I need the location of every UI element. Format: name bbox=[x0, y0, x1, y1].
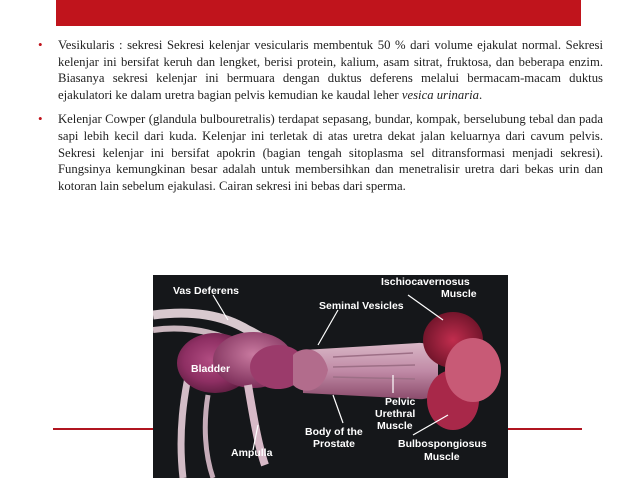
bulb-shape bbox=[445, 338, 501, 402]
label-ampulla: Ampulla bbox=[231, 447, 273, 459]
pointer-line bbox=[408, 295, 443, 320]
bullet-marker: • bbox=[38, 37, 43, 52]
pointer-line bbox=[333, 395, 343, 423]
label-pelvic: Pelvic bbox=[385, 396, 416, 408]
pointer-line bbox=[318, 310, 338, 345]
divider-left bbox=[53, 428, 153, 430]
vas-deferens-duct bbox=[205, 395, 213, 478]
bullet-cowper bbox=[38, 111, 603, 194]
label-body-of-the: Body of the bbox=[305, 426, 363, 438]
title-banner bbox=[56, 0, 581, 26]
label-bladder: Bladder bbox=[191, 363, 231, 375]
anatomy-figure bbox=[153, 275, 508, 478]
italic-term: vesica urinaria bbox=[401, 87, 480, 102]
label-urethral-muscle: Muscle bbox=[377, 420, 413, 432]
bullet-text: Vesikularis : sekresi Sekresi kelenjar vesicularis membentuk 50 % dari volume ejakulat normal. Sekresi kelenjar ini bersifat keruh dan lengket, berisi protein, kalium, asam sitrat, fruktosa, dan beberapa enzim. Biasanya sekresi kelenjar ini bermuara dengan duktus deferens melalui bermacam-macam duktus ejakulatori ke dalam uretra bagian pelvis kemudian ke kaudal leher vesica urinaria. bbox=[58, 38, 603, 102]
bullet-text: Kelenjar Cowper (glandula bulbouretralis) terdapat sepasang, bundar, kompak, berselubung tebal dan pada sapi lebih kecil dari kuda. Kelenjar ini terletak di atas uretra dekat jalan keluarnya dari cavum pelvis. Sekresi kelenjar ini bersifat apokrin (bagian tengah sitoplasma sel ditransformasi menjadi sekresi). Fungsinya kemungkinan besar adalah untuk membersihkan dan menetralisir uretra dari bekas urin dan kotoran lain sebelum ejakulasi. Cairan sekresi ini bebas dari sperma. bbox=[58, 112, 603, 193]
label-ischiocavernosus: Ischiocavernosus bbox=[381, 276, 470, 288]
bullet-marker: • bbox=[38, 111, 43, 127]
label-ischiocavernosus-muscle: Muscle bbox=[441, 288, 477, 300]
bullet-list bbox=[38, 37, 603, 202]
bullet-vesikularis bbox=[38, 37, 603, 103]
label-bulbospongiosus: Bulbospongiosus bbox=[398, 438, 487, 450]
label-prostate: Prostate bbox=[313, 438, 356, 450]
label-vas-deferens: Vas Deferens bbox=[173, 285, 239, 297]
label-seminal-vesicles: Seminal Vesicles bbox=[319, 300, 404, 312]
label-bulbospongiosus-muscle: Muscle bbox=[424, 451, 460, 463]
label-urethral: Urethral bbox=[375, 408, 416, 420]
